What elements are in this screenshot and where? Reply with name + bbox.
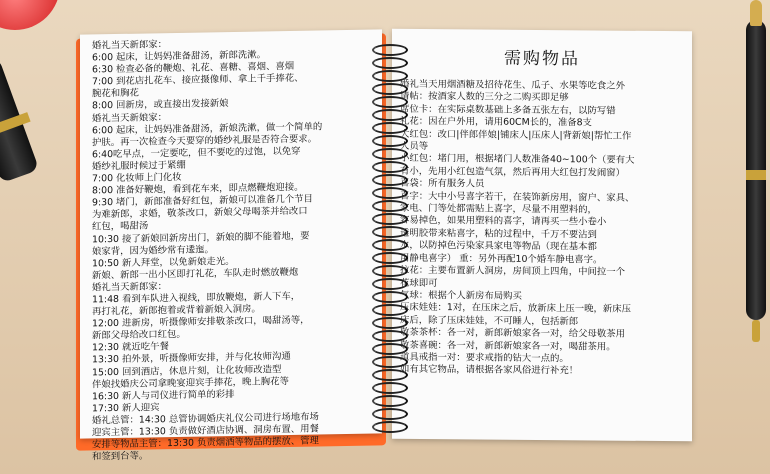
spiral-notebook xyxy=(76,26,696,463)
left-page-line: 7:00 化妆师上门化妆 xyxy=(92,171,182,185)
left-page-line: 为难新郎，求婚，敬茶改口，新娘父母喝茶并给改口 xyxy=(92,205,308,221)
right-page-line: 透明胶带来粘喜字，粘的过程中，千万不要沾到 xyxy=(400,227,597,241)
spiral-coil xyxy=(372,408,408,420)
left-page-line: 伴娘找婚庆公司拿晚宴迎宾手捧花，晚上胸花等 xyxy=(92,375,289,391)
spiral-coil xyxy=(372,213,408,225)
left-page-line: 新郎父母给改口红包。 xyxy=(92,329,186,342)
spiral-coil xyxy=(372,395,408,407)
right-page-line: 家电、门等处都需贴上喜字，尽量不用塑料的， xyxy=(400,202,597,216)
left-page-line: 娘家背，因为婚纱常有逶迤。 xyxy=(92,243,214,258)
right-page-line: 婚礼当天用烟酒糖及招待花生、瓜子、水果等吃食之外 xyxy=(400,78,626,92)
right-page-line: 大红包：改口|伴郎伴娘|铺床人|压床人|背新娘|帮忙工作 xyxy=(400,128,632,142)
left-page-line: 10:30 接了新娘回新房出门，新娘的脚不能着地，要 xyxy=(92,230,310,245)
spiral-coil xyxy=(372,187,408,199)
left-page-line: 12:00 进新房，听摄像师安排敬茶改口，喝甜汤等， xyxy=(92,314,310,330)
right-page-line: 小红包：堵门用，根据堵门人数准备40~100个（要有大 xyxy=(400,153,635,167)
spiral-coil xyxy=(372,278,408,290)
left-page-line: 婚礼当天新郎家： xyxy=(92,280,168,294)
spiral-coil xyxy=(372,330,408,342)
left-page-line: 新娘、新郎一出小区即打礼花，车队走时燃放鞭炮 xyxy=(92,266,299,282)
spiral-coil xyxy=(372,343,408,355)
pen-right-ring xyxy=(746,170,766,180)
left-page-line: 6:00 起床，让妈妈准备甜汤，新郎洗漱。 xyxy=(92,49,267,64)
right-page-line: 喜字：大中小号喜字若干，在装饰新房用，窗户、家具、 xyxy=(400,190,635,204)
right-page-line: 有小，先用小红包造气氛，然后再用大红包打发闹窗） xyxy=(400,165,626,179)
spiral-coil xyxy=(372,317,408,329)
spiral-coil xyxy=(372,122,408,134)
spiral-coil xyxy=(372,57,408,69)
left-page-line: 8:00 回新房，或直接出发接新娘 xyxy=(92,98,229,112)
spiral-coil xyxy=(372,70,408,82)
left-page-line: 12:30 就近吃午餐 xyxy=(92,341,169,354)
spiral-coil xyxy=(372,265,408,277)
right-page-line: 花球即可 xyxy=(400,277,438,289)
right-page-line: 人员等 xyxy=(400,140,429,153)
left-page-line: 和签到台等。 xyxy=(92,450,149,463)
spiral-coil xyxy=(372,174,408,186)
left-page-line: 婚礼总管：14:30 总管协调婚庆礼仪公司进行场地布场 xyxy=(92,411,319,427)
spiral-coil xyxy=(372,200,408,212)
spiral-coil xyxy=(372,291,408,303)
red-bowl xyxy=(0,0,60,30)
left-page-line: 护肤。再一次检查今天要穿的婚纱礼服是否符合要求。 xyxy=(92,133,318,149)
right-page-line: 喜袋：所有服务人员 xyxy=(400,178,485,190)
spiral-binding xyxy=(368,44,408,434)
spiral-coil xyxy=(372,369,408,381)
spiral-coil xyxy=(372,96,408,108)
left-page-line: 10:50 新人拜堂，以免新娘走光。 xyxy=(92,255,235,270)
right-page-line: 敬茶喜碗：各一对，新郎新娘家各一对，喝甜茶用。 xyxy=(400,339,616,353)
right-page-line: 用静电喜字） 重：另外再配10个婚车静电喜字。 xyxy=(400,252,603,266)
right-page xyxy=(392,29,692,442)
right-page-line: 道具戒指一对：要求戒指的钻大一点的。 xyxy=(400,351,569,365)
right-page-line: 礼花：因在户外用，请用60CM长的，准备8支 xyxy=(400,115,592,129)
right-page-line: 容易掉色，如果用塑料的喜字，请再买一些小卷小 xyxy=(400,215,607,229)
left-page-line: 6:40吃早点，一定要吃，但不要吃的过饱，以免穿 xyxy=(92,145,301,161)
left-page-line: 17:30 新人迎宾 xyxy=(92,402,160,415)
left-page-line: 7:00 到花店扎花车、接应摄像师、拿上千手捧花、 xyxy=(92,73,304,88)
left-page-line: 迎宾主管：13:30 负责做好酒店协调、洞房布置、用餐 xyxy=(92,423,319,439)
left-page-line: 婚礼当天新娘家： xyxy=(92,111,168,124)
left-page-line: 13:30 拍外景，听摄像师安排，并与化妆师沟通 xyxy=(92,351,291,366)
spiral-coil xyxy=(372,239,408,251)
right-page-line: 敬茶茶杯：各一对，新郎新娘家各一对，给父母敬茶用 xyxy=(400,326,626,340)
left-page-line: 9:30 堵门，新郎准备好红包，新娘可以准备几个节目 xyxy=(92,193,313,209)
left-page xyxy=(80,29,382,463)
spiral-coil xyxy=(372,148,408,160)
left-page-line: 再打礼花，新郎抱着或背着新娘入洞房。 xyxy=(92,303,261,318)
right-page-line: 气球：根据个人新房布局购买 xyxy=(400,289,522,302)
spiral-coil xyxy=(372,304,408,316)
spiral-coil xyxy=(372,356,408,368)
right-page-line: 席位卡：在实际桌数基础上多备五张左右，以防写错 xyxy=(400,103,616,117)
right-page-line: 床后，除了压床娃娃，不可睡人，包括新郎 xyxy=(400,314,579,328)
right-page-line: 请帖：按酒家人数的三分之二购买即足够 xyxy=(400,91,569,104)
pen-right-nib xyxy=(750,0,762,26)
spiral-coil xyxy=(372,83,408,95)
left-page-line: 婚纱礼服时候过于紧绷 xyxy=(92,159,186,173)
left-page-line: 安排等物品主管：13:30 负责烟酒等物品的摆放、管理 xyxy=(92,435,319,451)
right-page-line: 压床娃娃：1对，在压床之后，放新床上压一晚，新床压 xyxy=(400,302,631,316)
right-page-line: 如有其它物品，请根据各家风俗进行补充！ xyxy=(400,364,579,377)
left-page-line: 婚礼当天新郎家： xyxy=(92,39,168,52)
right-page-title: 需购物品 xyxy=(504,48,580,70)
left-page-line: 6:00 起床，让妈妈准备甜汤，新娘洗漱，做一个简单的 xyxy=(92,121,323,137)
spiral-coil xyxy=(372,252,408,264)
right-page-text xyxy=(400,79,686,379)
spiral-coil xyxy=(372,421,408,433)
right-page-line: 水，以防掉色污染家具家电等物品（现在基本都 xyxy=(400,240,597,253)
left-page-text xyxy=(92,35,378,463)
spiral-coil xyxy=(372,226,408,238)
right-page-line: 拉花：主要布置新人洞房，房间顶上四角，中间拉一个 xyxy=(400,264,626,278)
spiral-coil xyxy=(372,382,408,394)
left-page-line: 腕花和胸花 xyxy=(92,87,139,100)
left-page-line: 11:48 看到车队进入视线，即放鞭炮，新人下车， xyxy=(92,290,301,306)
spiral-coil xyxy=(372,135,408,147)
left-page-line: 15:00 回到酒店，休息片刻，让化妆师改造型 xyxy=(92,363,282,378)
spiral-coil xyxy=(372,109,408,121)
left-page-line: 红包，喝甜汤 xyxy=(92,220,149,233)
spiral-coil xyxy=(372,161,408,173)
left-page-line: 6:30 检查必备的鞭炮、礼花、喜糖、喜烟、喜烟 xyxy=(92,61,295,76)
pen-right-cap-end xyxy=(752,320,760,342)
spiral-coil xyxy=(372,44,408,56)
left-page-line: 8:00 准备好鞭炮，看到花车来，即点燃鞭炮迎接。 xyxy=(92,181,304,197)
left-page-line: 16:30 新人与司仪进行简单的彩排 xyxy=(92,388,235,403)
